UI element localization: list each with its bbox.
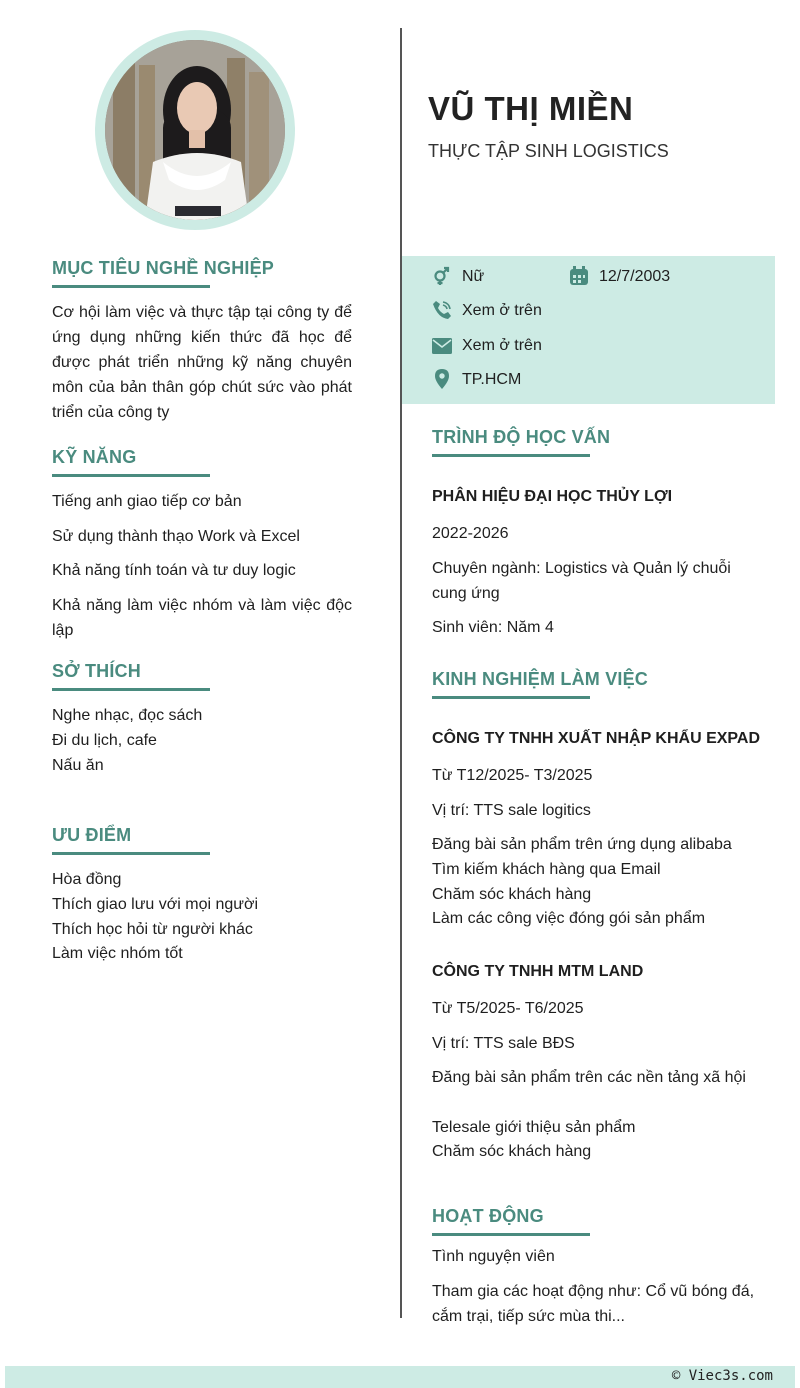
job-task: Telesale giới thiệu sản phẩm bbox=[432, 1119, 636, 1136]
objective-title: MỤC TIÊU NGHỀ NGHIỆP bbox=[52, 258, 274, 279]
education-major: Chuyên ngành: Logistics và Quản lý chuỗi cung ứng bbox=[432, 560, 731, 602]
job-task: Tìm kiếm khách hàng qua Email bbox=[432, 861, 661, 878]
calendar-icon bbox=[569, 266, 589, 286]
job-company: CÔNG TY TNHH MTM LAND bbox=[432, 963, 644, 980]
activity-text: Tham gia các hoạt động như: Cổ vũ bóng đá, cắm trại, tiếp sức mùa thi... bbox=[432, 1283, 755, 1325]
education-title: TRÌNH ĐỘ HỌC VẤN bbox=[432, 427, 610, 448]
strength-item: Hòa đồng bbox=[52, 871, 122, 888]
activity-role: Tình nguyện viên bbox=[432, 1248, 555, 1265]
avatar bbox=[105, 40, 285, 220]
strengths-title: ƯU ĐIỂM bbox=[52, 825, 131, 846]
hobby-item: Nghe nhạc, đọc sách bbox=[52, 707, 203, 724]
candidate-role: THỰC TẬP SINH LOGISTICS bbox=[428, 141, 669, 161]
strength-item: Thích học hỏi từ người khác bbox=[52, 921, 253, 938]
experience-title: KINH NGHIỆM LÀM VIỆC bbox=[432, 669, 648, 690]
education-status: Sinh viên: Năm 4 bbox=[432, 619, 554, 636]
candidate-name: VŨ THỊ MIỀN bbox=[428, 90, 634, 127]
job-position: Vị trí: TTS sale logitics bbox=[432, 802, 591, 819]
gender-icon bbox=[432, 266, 452, 286]
email-icon bbox=[432, 336, 452, 356]
strength-item: Thích giao lưu với mọi người bbox=[52, 896, 259, 913]
email-value: Xem ở trên bbox=[462, 337, 542, 354]
hobbies-title: SỞ THÍCH bbox=[52, 661, 141, 682]
activities-title: HOẠT ĐỘNG bbox=[432, 1206, 544, 1227]
footer-copyright[interactable]: © Viec3s.com bbox=[671, 1368, 773, 1384]
gender-value: Nữ bbox=[462, 268, 485, 285]
hobby-item: Đi du lịch, cafe bbox=[52, 732, 157, 749]
skill-item: Khả năng làm việc nhóm và làm việc độc lập bbox=[52, 597, 352, 639]
contact-panel bbox=[402, 256, 775, 404]
objective-text: Cơ hội làm việc và thực tập tại công ty để ứng dụng những kiến thức đã học để được phát triển những kỹ năng chuyên môn của bản thân góp chút sức vào phát triển của công ty bbox=[52, 304, 352, 421]
skill-item: Tiếng anh giao tiếp cơ bản bbox=[52, 493, 242, 510]
school-name: PHÂN HIỆU ĐẠI HỌC THỦY LỢI bbox=[432, 488, 673, 505]
phone-value: Xem ở trên bbox=[462, 302, 542, 319]
job-period: Từ T5/2025- T6/2025 bbox=[432, 1000, 584, 1017]
phone-icon bbox=[432, 300, 452, 320]
skills-title: KỸ NĂNG bbox=[52, 447, 136, 468]
job-task: Chăm sóc khách hàng bbox=[432, 886, 592, 903]
job-task: Làm các công việc đóng gói sản phẩm bbox=[432, 910, 706, 927]
avatar-photo bbox=[105, 40, 285, 220]
address-value: TP.HCM bbox=[462, 371, 522, 388]
location-icon bbox=[432, 369, 452, 389]
column-divider bbox=[400, 28, 402, 1318]
job-task: Chăm sóc khách hàng bbox=[432, 1143, 592, 1160]
skill-item: Sử dụng thành thạo Work và Excel bbox=[52, 528, 300, 545]
job-company: CÔNG TY TNHH XUẤT NHẬP KHẨU EXPAD bbox=[432, 730, 761, 747]
job-period: Từ T12/2025- T3/2025 bbox=[432, 767, 593, 784]
strength-item: Làm việc nhóm tốt bbox=[52, 945, 183, 962]
dob-value: 12/7/2003 bbox=[599, 268, 671, 285]
hobby-item: Nấu ăn bbox=[52, 757, 104, 774]
footer-bar bbox=[5, 1366, 795, 1388]
job-task: Đăng bài sản phẩm trên ứng dụng alibaba bbox=[432, 836, 732, 853]
skill-item: Khả năng tính toán và tư duy logic bbox=[52, 562, 296, 579]
education-years: 2022-2026 bbox=[432, 525, 509, 542]
job-task: Đăng bài sản phẩm trên các nền tảng xã hội bbox=[432, 1069, 746, 1086]
job-position: Vị trí: TTS sale BĐS bbox=[432, 1035, 575, 1052]
avatar-frame bbox=[95, 30, 295, 230]
